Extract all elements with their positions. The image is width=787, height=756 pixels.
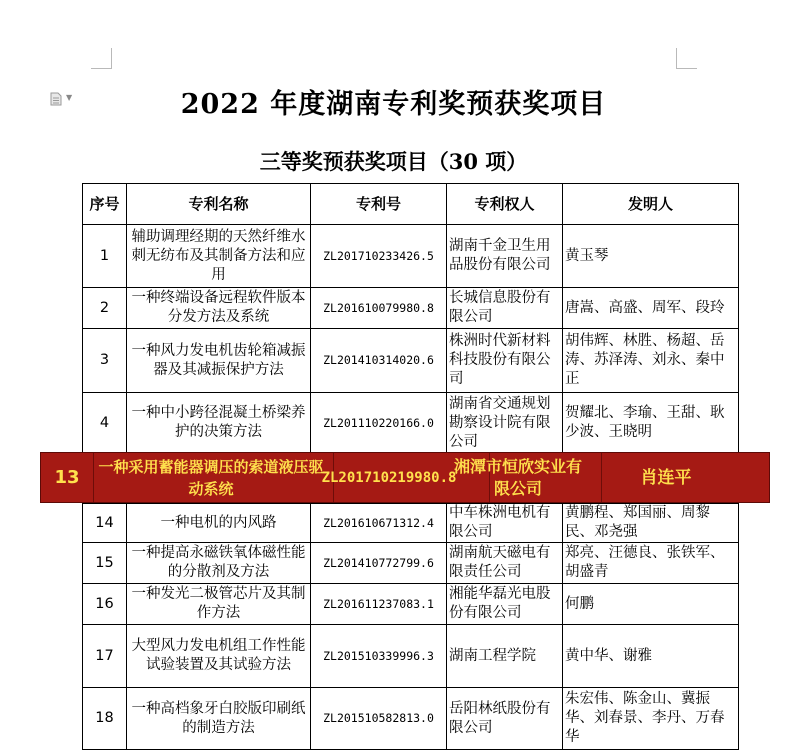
row-inventor: 黄中华、谢雅 [563, 625, 739, 688]
row-patent: ZL201710233426.5 [311, 225, 447, 288]
row-patent: ZL201110220166.0 [311, 393, 447, 454]
row-owner: 岳阳林纸股份有限公司 [447, 688, 563, 750]
highlight-owner: 湘潭市恒欣实业有限公司 [453, 456, 582, 498]
row-name: 一种终端设备远程软件版本分发方法及系统 [127, 288, 311, 329]
row-owner: 湖南省交通规划勘察设计院有限公司 [447, 393, 563, 454]
row-patent: ZL201410314020.6 [311, 329, 447, 393]
row-inventor: 黄鹏程、郑国丽、周黎民、邓尧强 [563, 504, 739, 543]
highlight-name: 一种采用蓄能器调压的索道液压驱动系统 [98, 457, 324, 498]
table-row [83, 688, 739, 750]
header-owner: 专利权人 [447, 184, 563, 225]
row-inventor: 胡伟辉、林胜、杨超、岳涛、苏泽涛、刘永、秦中正 [563, 329, 739, 393]
row-owner: 湘能华磊光电股份有限公司 [447, 584, 563, 625]
row-patent: ZL201510582813.0 [311, 688, 447, 750]
page-title: 2022 年度湖南专利奖预获奖项目 [180, 89, 607, 120]
header-inventor: 发明人 [563, 184, 739, 225]
row-owner: 湖南工程学院 [447, 625, 563, 688]
caret-down-icon[interactable]: ▼ [66, 93, 73, 102]
header-name: 专利名称 [127, 184, 311, 225]
row-inventor: 朱宏伟、陈金山、冀振华、刘春景、李丹、万春华 [563, 688, 739, 750]
table-row [83, 225, 739, 288]
row-owner: 湖南航天磁电有限责任公司 [447, 543, 563, 584]
table-header-row [83, 184, 739, 225]
table-row [83, 288, 739, 329]
header-num: 序号 [83, 184, 127, 225]
row-inventor: 郑亮、汪德良、张铁军、胡盛青 [563, 543, 739, 584]
row-name: 一种风力发电机齿轮箱减振器及其减振保护方法 [127, 329, 311, 393]
row-name: 一种中小跨径混凝土桥梁养护的决策方法 [127, 393, 311, 454]
row-num: 18 [83, 688, 127, 750]
highlighted-row-13 [40, 452, 770, 503]
row-inventor: 贺耀北、李瑜、王甜、耿少波、王晓明 [563, 393, 739, 454]
header-patent: 专利号 [311, 184, 447, 225]
row-inventor: 何鹏 [563, 584, 739, 625]
crop-mark-top-right [676, 48, 697, 69]
highlight-inventor: 肖连平 [640, 467, 692, 488]
table-row [83, 329, 739, 393]
row-patent: ZL201611237083.1 [311, 584, 447, 625]
highlight-patent: ZL201710219980.8 [321, 469, 457, 486]
row-name: 一种提高永磁铁氧体磁性能的分散剂及方法 [127, 543, 311, 584]
row-num: 15 [83, 543, 127, 584]
row-num: 1 [83, 225, 127, 288]
table-row [83, 504, 739, 543]
crop-mark-top-left [91, 48, 112, 69]
table-row [83, 393, 739, 454]
table-row [83, 543, 739, 584]
section-subtitle: 三等奖预获奖项目（30 项） [259, 149, 528, 174]
row-inventor: 黄玉琴 [563, 225, 739, 288]
table-row [83, 625, 739, 688]
row-owner: 中车株洲电机有限公司 [447, 504, 563, 543]
row-inventor: 唐嵩、高盛、周军、段玲 [563, 288, 739, 329]
row-name: 一种高档象牙白胶版印刷纸的制造方法 [127, 688, 311, 750]
row-name: 一种电机的内风路 [127, 504, 311, 543]
row-patent: ZL201610671312.4 [311, 504, 447, 543]
row-num: 2 [83, 288, 127, 329]
row-num: 17 [83, 625, 127, 688]
highlight-separator [93, 453, 94, 502]
row-patent: ZL201410772799.6 [311, 543, 447, 584]
highlight-num: 13 [54, 466, 80, 488]
row-name: 辅助调理经期的天然纤维水刺无纺布及其制备方法和应用 [127, 225, 311, 288]
row-patent: ZL201510339996.3 [311, 625, 447, 688]
table-row [83, 584, 739, 625]
row-owner: 长城信息股份有限公司 [447, 288, 563, 329]
row-num: 16 [83, 584, 127, 625]
row-name: 大型风力发电机组工作性能试验装置及其试验方法 [127, 625, 311, 688]
row-patent: ZL201610079980.8 [311, 288, 447, 329]
row-num: 4 [83, 393, 127, 454]
row-owner: 株洲时代新材料科技股份有限公司 [447, 329, 563, 393]
row-name: 一种发光二极管芯片及其制作方法 [127, 584, 311, 625]
row-owner: 湖南千金卫生用品股份有限公司 [447, 225, 563, 288]
row-num: 14 [83, 504, 127, 543]
row-num: 3 [83, 329, 127, 393]
